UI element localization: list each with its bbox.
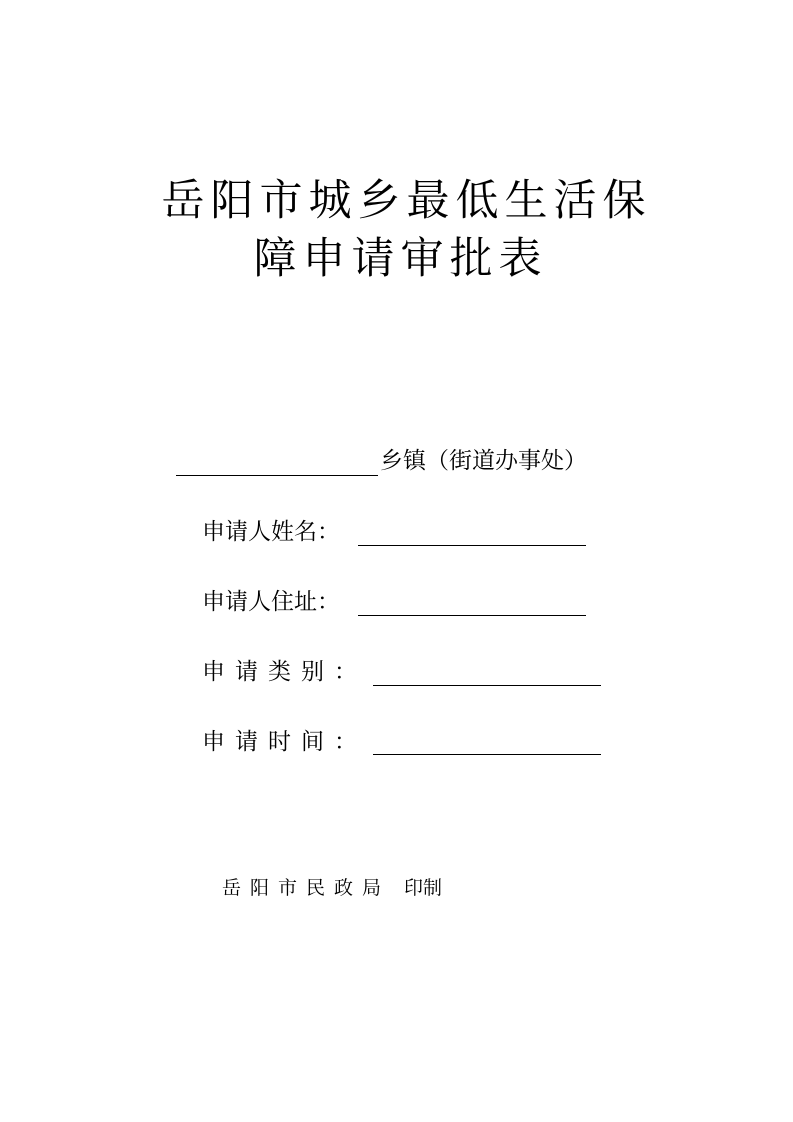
applicant-name-label: 申请人姓名： <box>202 519 340 545</box>
applicant-address-label: 申请人住址： <box>202 589 340 615</box>
issuer-line <box>222 879 442 898</box>
application-time-blank-line <box>373 754 601 755</box>
document-title-line-1: 岳阳市城乡最低生活保 <box>161 176 652 226</box>
applicant-name-blank-line <box>358 545 586 546</box>
township-blank-line <box>176 475 378 476</box>
application-category-blank-line <box>373 685 601 686</box>
application-category-label: 申请类别： <box>202 659 367 685</box>
document-title-line-2: 障申请审批表 <box>253 234 548 284</box>
printed-by-label: 印制 <box>404 877 443 899</box>
township-label: 乡镇（街道办事处） <box>380 448 587 474</box>
applicant-address-blank-line <box>358 615 586 616</box>
issuer-organization: 岳阳市民政局 <box>222 877 391 899</box>
application-time-label: 申请时间： <box>202 729 367 755</box>
